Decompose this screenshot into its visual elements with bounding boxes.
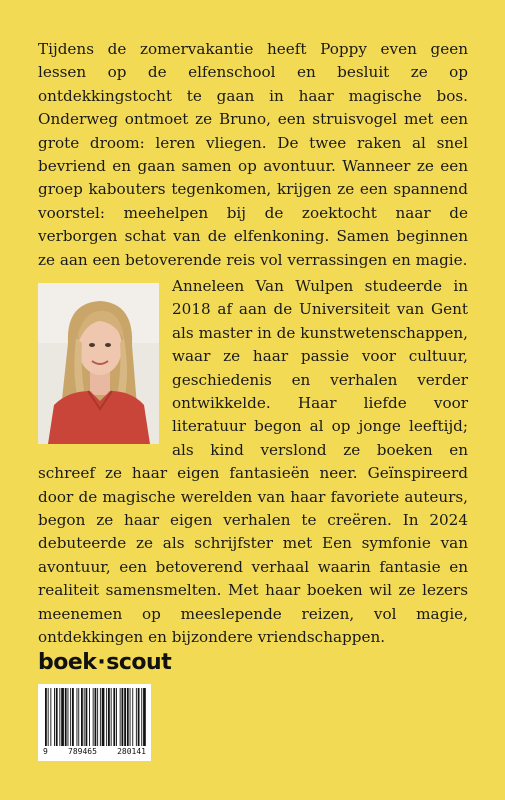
- isbn-barcode: [38, 684, 151, 761]
- logo-dot: ·: [97, 650, 106, 675]
- author-photo: [38, 283, 159, 444]
- barcode-bar: [86, 688, 88, 746]
- barcode-bar: [102, 688, 105, 746]
- barcode-bar: [50, 688, 51, 746]
- barcode-bar: [113, 688, 115, 746]
- barcode-bar: [68, 688, 69, 746]
- barcode-bar: [77, 688, 78, 746]
- barcode-bar: [72, 688, 74, 746]
- barcode-bar: [45, 688, 47, 746]
- barcode-bar: [70, 688, 71, 746]
- barcode-bar: [108, 688, 110, 746]
- author-portrait-image: [38, 283, 159, 444]
- barcode-bar: [106, 688, 107, 746]
- barcode-digit-first: 9: [43, 747, 48, 756]
- barcode-bar: [95, 688, 97, 746]
- barcode-bars: [43, 688, 146, 746]
- barcode-bar: [89, 688, 90, 746]
- barcode-digits-right: 280141: [117, 747, 146, 756]
- barcode-bar: [138, 688, 140, 746]
- barcode-bar: [93, 688, 94, 746]
- book-blurb: Tijdens de zomervakantie heeft Poppy even geen lessen op de elfenschool en besluit ze op ontdekkingstocht te gaan in haar magische bos. Onderweg ontmoet ze Bruno, een struisvogel met een grote droom: leren vliegen. De twee raken al snel bevriend en gaan samen op avontuur. Wanneer ze een groep kabouters tegenkomen, krijgen ze een spannend voorstel: meehelpen bij de zoektocht naar de verborgen schat van de elfenkoning. Samen beginnen ze aan een betoverende reis vol verrassingen en magie.: [38, 40, 468, 269]
- barcode-bar: [59, 688, 60, 746]
- barcode-digits: [43, 747, 146, 756]
- barcode-bar: [122, 688, 124, 746]
- barcode-bar: [111, 688, 112, 746]
- author-bio-text: Anneleen Van Wulpen studeerde in 2018 af aan de Universiteit van Gent als master in de kunstwetenschappen, waar ze haar passie voor cultuur, geschiedenis en verhalen verder ontwikkelde. Haar liefde voor literatuur begon al op jonge leeftijd; als kind verslond ze boeken en schreef ze haar eigen fantasieën neer. Geïnspireerd door de magische werelden van haar favoriete auteurs, begon ze haar eigen verhalen te creëren. In 2024 debuteerde ze als schrijfster met Een symfonie van avontuur, een betoverend verhaal waarin fantasie en realiteit samensmelten. Met haar boeken wil ze lezers meenemen op meeslepende reizen, vol magie, ontdekkingen en bijzondere vriendschappen.: [38, 277, 468, 647]
- barcode-bar: [97, 688, 98, 746]
- barcode-bar: [78, 688, 79, 746]
- barcode-bar: [100, 688, 101, 746]
- barcode-bar: [48, 688, 49, 746]
- barcode-bar: [81, 688, 83, 746]
- logo-text-boek: boek: [38, 650, 97, 675]
- barcode-bar: [132, 688, 133, 746]
- barcode-bar: [65, 688, 67, 746]
- barcode-digits-left: 789465: [68, 747, 97, 756]
- barcode-bar: [56, 688, 58, 746]
- logo-text-scout: scout: [106, 650, 172, 675]
- barcode-bar: [54, 688, 55, 746]
- barcode-bar: [130, 688, 131, 746]
- barcode-bar: [141, 688, 142, 746]
- barcode-bar: [120, 688, 121, 746]
- barcode-bar: [124, 688, 126, 746]
- barcode-bar: [116, 688, 117, 746]
- barcode-bar: [127, 688, 129, 746]
- barcode-bar: [84, 688, 85, 746]
- publisher-logo: [38, 650, 171, 675]
- barcode-bar: [61, 688, 64, 746]
- barcode-bar: [136, 688, 137, 746]
- barcode-bar: [143, 688, 146, 746]
